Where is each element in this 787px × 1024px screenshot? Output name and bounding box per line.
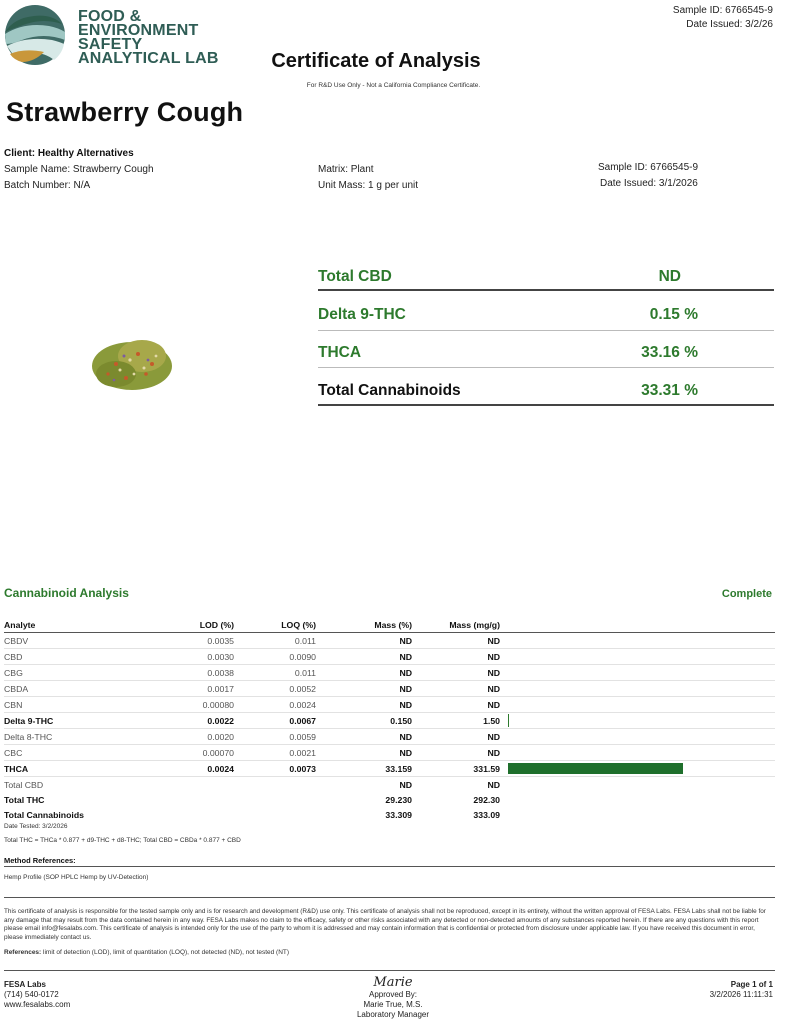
approved-by-label: Approved By: bbox=[368, 990, 418, 999]
lod-value: 0.00070 bbox=[154, 745, 234, 761]
col-loq: LOQ (%) bbox=[234, 617, 316, 633]
client-block bbox=[4, 146, 154, 194]
empty-cell bbox=[154, 807, 234, 822]
analyte-name: THCA bbox=[4, 761, 154, 777]
matrix: Matrix: Plant bbox=[318, 164, 374, 175]
date-tested: Date Tested: 3/2/2026 bbox=[4, 823, 68, 830]
lod-value: 0.00080 bbox=[154, 697, 234, 713]
lod-value: 0.0020 bbox=[154, 729, 234, 745]
cannabinoid-table bbox=[4, 617, 775, 822]
footer-lab-contact bbox=[4, 980, 70, 1010]
product-name: Strawberry Cough bbox=[6, 97, 244, 127]
empty-cell bbox=[154, 792, 234, 807]
references bbox=[4, 949, 775, 971]
lab-name-line2: ENVIRONMENT bbox=[78, 22, 199, 39]
loq-value: 0.0067 bbox=[234, 713, 316, 729]
total-mass-mg: 333.09 bbox=[473, 809, 500, 820]
total-mass-mg: 292.30 bbox=[473, 794, 500, 805]
loq-value: 0.0021 bbox=[234, 745, 316, 761]
footer-approval bbox=[300, 976, 486, 1020]
total-name: Total CBD bbox=[4, 779, 44, 790]
summary-divider bbox=[318, 367, 774, 368]
summary-value: ND bbox=[658, 268, 681, 285]
bar-cell bbox=[500, 729, 775, 745]
col-analyte: Analyte bbox=[4, 617, 154, 633]
table-row bbox=[4, 697, 775, 713]
analyte-name: CBG bbox=[4, 665, 154, 681]
mass-pct-value: 33.159 bbox=[316, 761, 412, 777]
table-row bbox=[4, 681, 775, 697]
mass-pct-value: 0.150 bbox=[316, 713, 412, 729]
mass-mg-value: 331.59 bbox=[412, 761, 500, 777]
summary-row-thca bbox=[318, 344, 774, 368]
summary-divider bbox=[318, 404, 774, 406]
sample-name: Sample Name: Strawberry Cough bbox=[4, 164, 154, 175]
mass-mg-value: ND bbox=[412, 633, 500, 649]
loq-value: 0.0073 bbox=[234, 761, 316, 777]
empty-cell bbox=[234, 792, 316, 807]
total-row bbox=[4, 792, 775, 807]
product-photo bbox=[86, 334, 176, 396]
batch-number: Batch Number: N/A bbox=[4, 180, 91, 191]
summary-value: 0.15 % bbox=[649, 306, 698, 323]
total-mass-pct: 29.230 bbox=[385, 794, 412, 805]
lod-value: 0.0022 bbox=[154, 713, 234, 729]
table-row bbox=[4, 729, 775, 745]
signature: Marie bbox=[373, 975, 413, 990]
mass-pct-value: ND bbox=[316, 633, 412, 649]
mass-mg-value: 1.50 bbox=[412, 713, 500, 729]
table-row bbox=[4, 745, 775, 761]
bar-cell bbox=[500, 745, 775, 761]
bar-cell bbox=[500, 713, 775, 729]
bar-cell bbox=[500, 665, 775, 681]
bar-cell bbox=[500, 633, 775, 649]
mass-mg-value: ND bbox=[412, 649, 500, 665]
status-badge: Complete bbox=[721, 588, 772, 600]
total-row bbox=[4, 777, 775, 793]
lab-name-line3: SAFETY bbox=[78, 36, 143, 53]
mass-mg-value: ND bbox=[412, 729, 500, 745]
method-references-heading: Method References: bbox=[4, 856, 775, 867]
total-mass-mg: ND bbox=[487, 779, 500, 790]
footer-website: www.fesalabs.com bbox=[4, 1000, 71, 1009]
mass-mg-value: ND bbox=[412, 665, 500, 681]
empty-cell bbox=[234, 807, 316, 822]
loq-value: 0.011 bbox=[234, 633, 316, 649]
mass-bar bbox=[508, 714, 509, 727]
unit-mass: Unit Mass: 1 g per unit bbox=[318, 180, 419, 191]
lod-value: 0.0017 bbox=[154, 681, 234, 697]
mass-mg-value: ND bbox=[412, 681, 500, 697]
approver-name: Marie True, M.S. bbox=[363, 1000, 423, 1009]
lod-value: 0.0024 bbox=[154, 761, 234, 777]
mass-pct-value: ND bbox=[316, 745, 412, 761]
total-mass-pct: 33.309 bbox=[385, 809, 412, 820]
bar-cell bbox=[500, 649, 775, 665]
summary-label: Total Cannabinoids bbox=[318, 382, 461, 399]
lod-value: 0.0030 bbox=[154, 649, 234, 665]
mass-pct-value: ND bbox=[316, 729, 412, 745]
footer-lab-name: FESA Labs bbox=[4, 980, 46, 989]
summary-value: 33.16 % bbox=[641, 344, 698, 361]
total-row bbox=[4, 807, 775, 822]
document-title bbox=[0, 50, 787, 73]
summary-label: Total CBD bbox=[318, 268, 392, 285]
loq-value: 0.0024 bbox=[234, 697, 316, 713]
lod-value: 0.0038 bbox=[154, 665, 234, 681]
col-mass-pct: Mass (%) bbox=[316, 617, 412, 633]
analyte-name: CBN bbox=[4, 697, 154, 713]
mass-pct-value: ND bbox=[316, 665, 412, 681]
analyte-name: CBDV bbox=[4, 633, 154, 649]
footer-phone: (714) 540-0172 bbox=[4, 990, 59, 999]
header-id-block bbox=[673, 4, 773, 32]
date-issued: Date Issued: 3/1/2026 bbox=[600, 178, 698, 189]
col-mass-mg: Mass (mg/g) bbox=[412, 617, 500, 633]
mass-pct-value: ND bbox=[316, 681, 412, 697]
col-lod: LOD (%) bbox=[154, 617, 234, 633]
summary-label: Delta 9-THC bbox=[318, 306, 406, 323]
loq-value: 0.011 bbox=[234, 665, 316, 681]
formula-note: Total THC = THCa * 0.877 + d9-THC + d8-THC; Total CBD = CBDa * 0.877 + CBD bbox=[4, 837, 241, 844]
footer-timestamp: 3/2/2026 11:11:31 bbox=[709, 990, 773, 999]
table-row bbox=[4, 633, 775, 649]
document-title-text: Certificate of Analysis bbox=[271, 50, 481, 72]
page-number: Page 1 of 1 bbox=[730, 980, 773, 989]
analyte-name: CBDA bbox=[4, 681, 154, 697]
table-row bbox=[4, 665, 775, 681]
summary-row-delta9 bbox=[318, 306, 774, 330]
sample-block bbox=[598, 160, 698, 192]
header-date-issued: Date Issued: 3/2/26 bbox=[686, 19, 773, 30]
mass-mg-value: ND bbox=[412, 745, 500, 761]
lab-name-line4: ANALYTICAL LAB bbox=[78, 50, 219, 67]
loq-value: 0.0059 bbox=[234, 729, 316, 745]
summary-divider bbox=[318, 330, 774, 331]
table-row bbox=[4, 761, 775, 777]
table-row bbox=[4, 649, 775, 665]
analyte-name: Delta 9-THC bbox=[4, 713, 154, 729]
summary-divider bbox=[318, 289, 774, 291]
table-row bbox=[4, 713, 775, 729]
bar-cell bbox=[500, 761, 775, 777]
header-sample-id: Sample ID: 6766545-9 bbox=[672, 5, 773, 16]
references-text: limit of detection (LOD), limit of quantitation (LOQ), not detected (ND), not tested (NT) bbox=[43, 949, 290, 956]
lod-value: 0.0035 bbox=[154, 633, 234, 649]
empty-cell bbox=[500, 807, 775, 822]
references-label: References: bbox=[4, 949, 42, 956]
analyte-name: Delta 8-THC bbox=[4, 729, 154, 745]
sample-id: Sample ID: 6766545-9 bbox=[598, 162, 699, 173]
analyte-name: CBD bbox=[4, 649, 154, 665]
method-references-value: Hemp Profile (SOP HPLC Hemp by UV-Detection) bbox=[4, 874, 775, 898]
summary-value: 33.31 % bbox=[641, 382, 698, 399]
bar-cell bbox=[500, 697, 775, 713]
analyte-name: CBC bbox=[4, 745, 154, 761]
mass-pct-value: ND bbox=[316, 649, 412, 665]
bar-cell bbox=[500, 681, 775, 697]
loq-value: 0.0090 bbox=[234, 649, 316, 665]
approver-role: Laboratory Manager bbox=[356, 1010, 430, 1019]
empty-cell bbox=[154, 777, 234, 793]
empty-cell bbox=[500, 792, 775, 807]
compliance-note: For R&D Use Only - Not a California Compliance Certificate. bbox=[306, 82, 481, 89]
mass-pct-value: ND bbox=[316, 697, 412, 713]
lab-name-line1: FOOD & bbox=[78, 8, 142, 25]
summary-label: THCA bbox=[318, 344, 362, 361]
col-bar bbox=[500, 617, 775, 633]
total-name: Total Cannabinoids bbox=[4, 809, 84, 820]
summary-row-total-cannabinoids bbox=[318, 382, 774, 406]
total-mass-pct: ND bbox=[399, 779, 412, 790]
empty-cell bbox=[500, 777, 775, 793]
mass-mg-value: ND bbox=[412, 697, 500, 713]
section-title: Cannabinoid Analysis bbox=[4, 586, 129, 600]
total-name: Total THC bbox=[4, 794, 45, 805]
loq-value: 0.0052 bbox=[234, 681, 316, 697]
table-header-row bbox=[4, 617, 775, 633]
footer-page-info bbox=[710, 980, 773, 1000]
empty-cell bbox=[234, 777, 316, 793]
disclaimer: This certificate of analysis is responsible for the tested sample only and is for research and development (R&D) use only. This certificate of analysis shall not be reproduced, except in its entirety, without the written approval of FESA Labs. FESA Labs shall not be liable for any damage that may result from the data contained herein in any way. FESA Labs makes no claim to the efficacy, safety or other risks associated with any detected or non-detected amounts of any substances reported herein. If there are any questions with this report please email info@fesalabs.com. This certificate of analysis is intended only for the use of the party to whom it is addressed and may contain information that is confidential or protected from disclosure under applicable law. If you have received this document in error, please immediately contact us. bbox=[4, 908, 766, 941]
matrix-block bbox=[318, 162, 418, 194]
client-name: Client: Healthy Alternatives bbox=[4, 148, 134, 159]
mass-bar bbox=[508, 763, 683, 774]
